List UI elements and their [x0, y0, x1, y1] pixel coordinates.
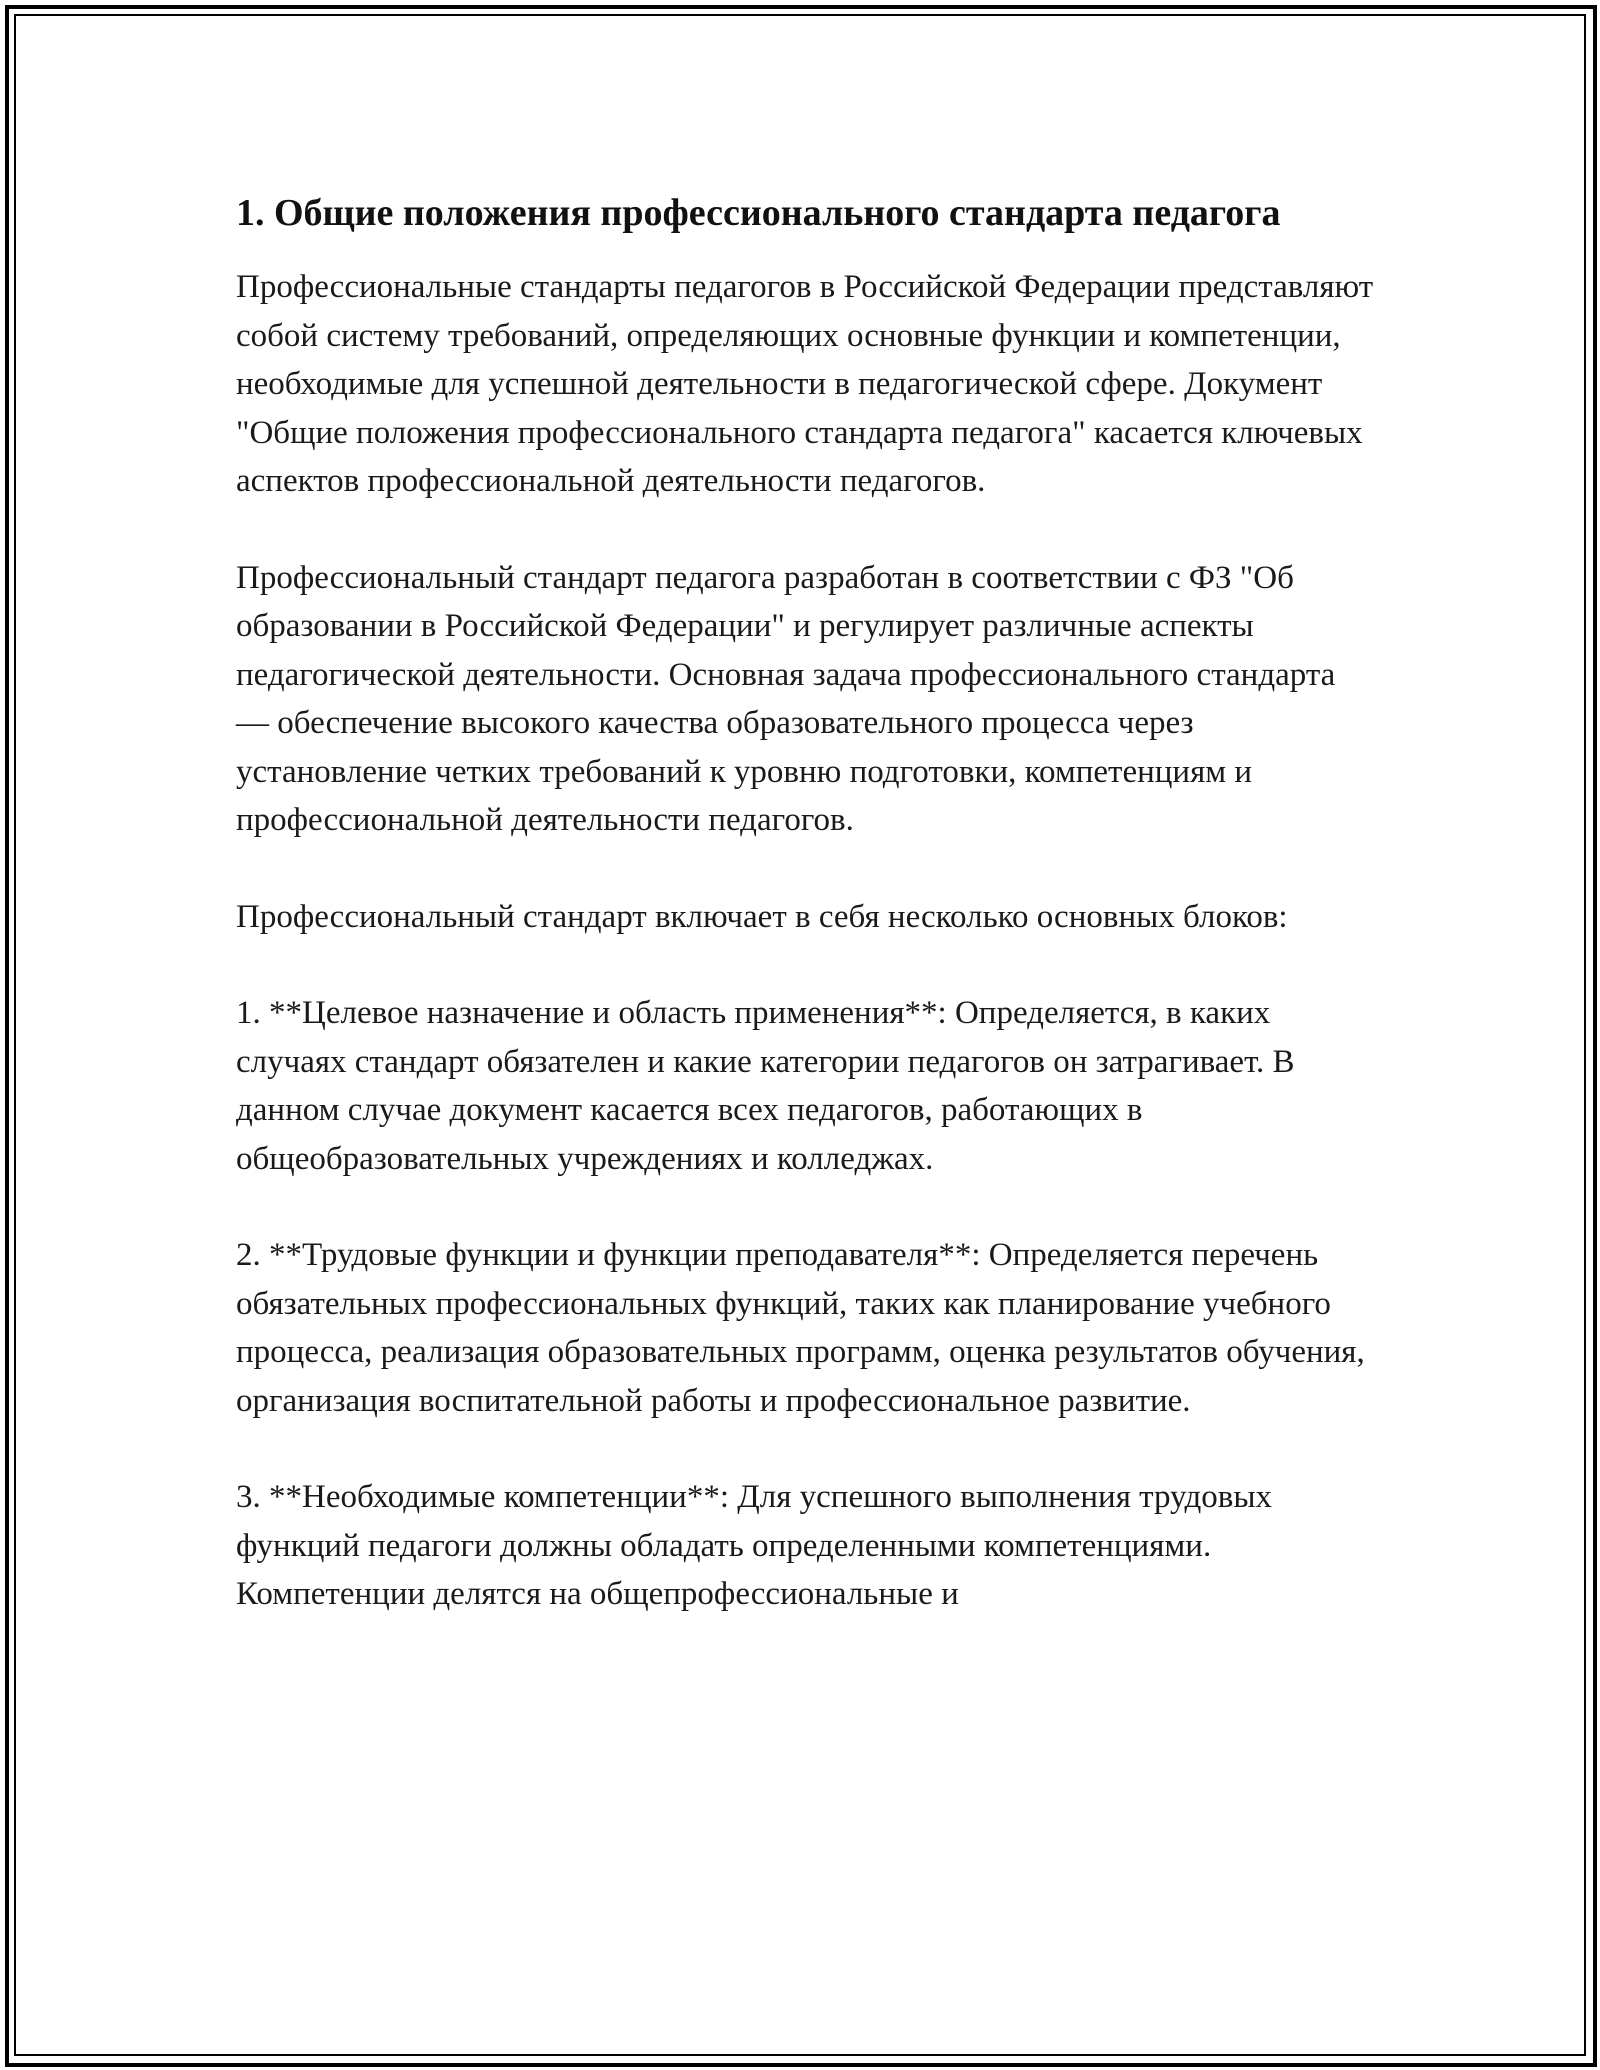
section-heading: 1. Общие положения профессионального стандарта педагога — [236, 192, 1281, 234]
list-item-functions: 2. **Трудовые функции и функции преподавателя**: Определяется перечень обязательных профессиональных функций, таких как планирование учебного процесса, реализация образовательных программ, оценка результатов обучения, организация воспитательной работы и профессиональное развитие. — [236, 1237, 1365, 1419]
paragraph-standard-purpose: Профессиональный стандарт педагога разработан в соответствии с ФЗ "Об образовании в Российской Федерации" и регулирует различные аспекты педагогической деятельности. Основная задача профессионального стандарта — обеспечение высокого качества образовательного процесса через установление четких требований к уровню подготовки, компетенциям и профессиональной деятельности педагогов. — [236, 559, 1336, 838]
list-item-competencies: 3. **Необходимые компетенции**: Для успешного выполнения трудовых функций педагоги должны обладать определенными компетенциями. Компетенции делятся на общепрофессиональные и — [236, 1479, 1273, 1612]
paragraph-intro: Профессиональные стандарты педагогов в Российской Федерации представляют собой систему требований, определяющих основные функции и компетенции, необходимые для успешной деятельности в педагогической сфере. Документ "Общие положения профессионального стандарта педагога" касается ключевых аспектов профессиональной деятельности педагогов. — [236, 269, 1374, 499]
list-item-purpose: 1. **Целевое назначение и область применения**: Определяется, в каких случаях стандарт обязателен и какие категории педагогов он затрагивает. В данном случае документ касается всех педагогов, работающих в общеобразовательных учреждениях и колледжах. — [236, 995, 1295, 1177]
document-page — [236, 186, 1376, 1667]
paragraph-blocks-intro: Профессиональный стандарт включает в себя несколько основных блоков: — [236, 898, 1288, 935]
